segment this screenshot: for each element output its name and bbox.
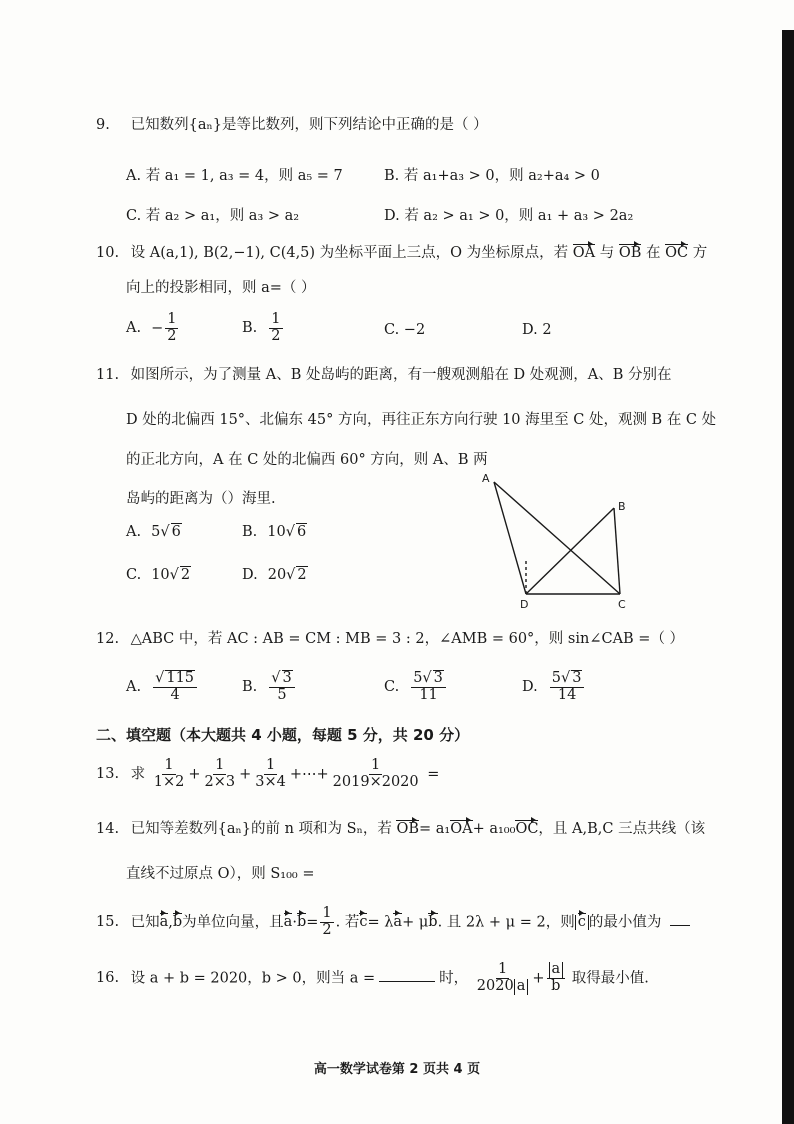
q11-option-b: B. 10√ 6 — [242, 524, 307, 540]
radicand: 3 — [282, 670, 292, 686]
abs-value: a — [514, 979, 529, 995]
coefficient: 20 — [267, 567, 287, 583]
question-16 — [96, 962, 649, 995]
option-label: D. — [522, 678, 538, 695]
q13-prefix: 求 — [130, 766, 146, 783]
vector-a: a — [283, 914, 293, 931]
coefficient: 10 — [151, 567, 170, 583]
coefficient: 5 — [551, 670, 561, 686]
denominator: 3×4 — [255, 773, 286, 790]
option-label: C. — [384, 678, 400, 695]
numerator: 5√ 3 — [411, 670, 446, 688]
vector-oa: OA — [450, 821, 473, 837]
fraction — [269, 312, 282, 345]
fraction — [152, 758, 187, 791]
radicand: 3 — [433, 670, 443, 686]
numerator: 1 — [322, 905, 332, 921]
question-number: 16. — [96, 970, 120, 987]
equals-sign: = — [427, 766, 440, 783]
question-number: 15. — [96, 914, 120, 931]
radicand: 2 — [297, 567, 307, 583]
denominator-coefficient: 2020 — [476, 977, 514, 994]
q10-text: 设 A(a,1), B(2,−1), C(4,5) 为坐标平面上三点，O 为坐标原点，若 — [130, 245, 569, 261]
denominator: 11 — [419, 686, 438, 703]
scan-edge-bar — [782, 30, 794, 1124]
radicand: 2 — [180, 567, 191, 583]
q9-option-a: A. 若 a₁ = 1, a₃ = 4，则 a₅ = 7 — [126, 168, 343, 184]
coefficient: 5 — [413, 670, 423, 686]
numerator: 1 — [271, 311, 281, 327]
q14-text: 已知等差数列{aₙ}的前 n 项和为 Sₙ，若 — [130, 821, 392, 837]
fraction — [165, 312, 178, 345]
vector-oa: OA — [572, 245, 596, 261]
question-number: 9. — [96, 117, 110, 133]
option-label: C. — [126, 567, 142, 583]
numerator — [547, 962, 566, 979]
q15-text: + μ — [402, 914, 429, 931]
q14-line-2: 直线不过原点 O），则 S₁₀₀ = — [126, 866, 315, 882]
q10-option-d: D. 2 — [522, 322, 552, 338]
fraction — [202, 758, 237, 791]
minus-sign: − — [151, 320, 164, 337]
numerator: 1 — [371, 757, 381, 773]
q11-option-a: A. 5√ 6 — [126, 524, 181, 540]
question-15 — [96, 906, 694, 939]
q10-text: 方 — [692, 245, 708, 261]
q11-option-d: D. 20√ 2 — [242, 567, 307, 583]
denominator: 2 — [322, 921, 332, 938]
q11-line-4: 岛屿的距离为（）海里. — [126, 491, 276, 507]
option-label: A. — [126, 678, 142, 695]
q14-text: + a₁₀₀ — [472, 821, 516, 837]
vector-ob: OB — [618, 245, 642, 261]
denominator: 2×3 — [204, 773, 236, 790]
question-11 — [96, 368, 672, 383]
q15-text: . 若 — [335, 914, 360, 931]
denominator: 5 — [277, 686, 287, 703]
option-label: B. — [242, 524, 258, 540]
segment-ad — [494, 482, 526, 594]
answer-blank — [670, 913, 690, 926]
question-9 — [96, 118, 488, 133]
abs-value: a — [549, 962, 564, 978]
question-number: 14. — [96, 821, 120, 837]
q16-text: 取得最小值. — [571, 970, 649, 987]
option-label: A. — [126, 320, 142, 337]
option-label: B. — [242, 678, 258, 695]
page-footer: 高一数学试卷第 2 页共 4 页 — [313, 1062, 481, 1077]
q15-text: 已知 — [130, 914, 160, 931]
vector-b: b — [172, 914, 183, 931]
q15-text: 为单位向量，且 — [182, 914, 284, 931]
fraction — [153, 670, 197, 704]
question-14 — [96, 822, 705, 837]
q12-option-c — [384, 670, 448, 704]
vector-c: c — [577, 914, 586, 931]
q10-option-a — [126, 312, 180, 345]
vector-oc: OC — [665, 245, 689, 261]
q16-text: 时， — [439, 970, 469, 987]
dot-operator: · — [292, 914, 297, 931]
vector-c: c — [359, 914, 368, 931]
fraction — [331, 758, 421, 791]
q9-option-c: C. 若 a₂ > a₁，则 a₃ > a₂ — [126, 208, 300, 224]
q10-option-b — [242, 312, 285, 345]
q9-option-b: B. 若 a₁+a₃ > 0，则 a₂+a₄ > 0 — [384, 168, 600, 184]
denominator: 2019×2020 — [332, 773, 419, 790]
fraction — [550, 670, 585, 704]
q11-line-2: D 处的北偏西 15°、北偏东 45° 方向，再往正东方向行驶 10 海里至 C 处，观测 B 在 C 处 — [126, 412, 717, 428]
coefficient: 10 — [267, 524, 286, 540]
fraction — [411, 670, 446, 704]
coefficient: 5 — [151, 524, 161, 540]
fraction — [269, 670, 294, 704]
segment-bc — [614, 508, 620, 594]
radicand: 115 — [166, 670, 195, 686]
ellipsis: +⋯+ — [289, 766, 329, 783]
q11-text: 如图所示，为了测量 A、B 处岛屿的距离，有一艘观测船在 D 处观测，A、B 分别在 — [130, 367, 672, 383]
q15-text: . 且 2λ + μ = 2，则 — [437, 914, 575, 931]
q15-text: = — [306, 914, 319, 931]
q10-text: 在 — [646, 245, 661, 261]
fraction — [253, 758, 288, 791]
section-heading-fill-in: 二、填空题（本大题共 4 小题，每题 5 分，共 20 分） — [96, 726, 470, 744]
q12-option-d — [522, 670, 586, 704]
denominator — [475, 979, 531, 995]
q15-text: 的最小值为 — [588, 914, 662, 931]
numerator: 5√ 3 — [550, 670, 585, 688]
q11-line-3: 的正北方向，A 在 C 处的北偏西 60° 方向，则 A、B 两 — [126, 452, 488, 468]
abs-value — [575, 915, 589, 930]
denominator: 2 — [167, 327, 177, 344]
q15-text: = λ — [367, 914, 394, 931]
option-label: B. — [242, 320, 258, 337]
denominator: 1×2 — [153, 773, 185, 790]
question-10 — [96, 246, 707, 261]
question-number: 11. — [96, 367, 120, 383]
plus-sign: + — [532, 970, 545, 987]
vector-oc: OC — [515, 821, 539, 837]
question-stem: 已知数列{aₙ}是等比数列，则下列结论中正确的是（ ） — [130, 117, 488, 133]
q11-geometry-figure — [470, 470, 640, 615]
fraction — [475, 962, 531, 995]
segment-db — [526, 508, 614, 594]
point-label-b: B — [618, 500, 626, 513]
q12-option-a — [126, 670, 199, 704]
vector-b: b — [428, 914, 438, 931]
segment-ac — [494, 482, 620, 594]
point-label-c: C — [618, 598, 626, 611]
question-13: 13. 求 $\frac{1}{1\times 2}$ + $\frac{1}{2\times 3}$ + $\frac{1}{3\times 4}$ +⋯+ $\frac{1}{2019\times 2020}$ = — [96, 757, 440, 790]
denominator: b — [551, 977, 561, 994]
q11-option-c: C. 10√ 2 — [126, 567, 191, 583]
option-label: D. — [242, 567, 258, 583]
fraction — [320, 906, 333, 939]
denominator: 14 — [557, 686, 577, 703]
fraction — [547, 962, 566, 995]
vector-ob: OB — [396, 821, 420, 837]
numerator: 1 — [215, 757, 225, 773]
q9-option-d: D. 若 a₂ > a₁ > 0，则 a₁ + a₃ > 2a₂ — [384, 208, 634, 224]
radicand: 6 — [171, 524, 181, 540]
radicand: 3 — [572, 670, 582, 686]
point-label-a: A — [482, 472, 490, 485]
question-number: 12. — [96, 631, 120, 647]
question-12 — [96, 632, 684, 647]
q10-text: 与 — [599, 245, 615, 261]
denominator: 4 — [170, 686, 180, 703]
option-label: A. — [126, 524, 142, 540]
radicand: 6 — [296, 524, 307, 540]
question-number: 10. — [96, 245, 120, 261]
q14-text: = a₁ — [419, 821, 451, 837]
answer-blank — [379, 969, 435, 982]
q10-option-c: C. −2 — [384, 322, 426, 338]
numerator: 1 — [265, 757, 276, 773]
vector-a: a — [159, 914, 169, 931]
q14-text: ，且 A,B,C 三点共线（该 — [538, 821, 706, 837]
question-number: 13. — [96, 766, 120, 783]
numerator: 1 — [167, 311, 177, 327]
numerator: 1 — [497, 961, 508, 977]
vector-b: b — [296, 914, 307, 931]
denominator: 2 — [271, 327, 281, 344]
q12-option-b — [242, 670, 297, 704]
numerator: √ 3 — [269, 670, 294, 688]
numerator: 1 — [164, 757, 174, 773]
q16-text: 设 a + b = 2020，b > 0，则当 a = — [130, 970, 376, 987]
point-label-d: D — [520, 598, 529, 611]
q15-text: , — [168, 914, 173, 931]
question-stem: △ABC 中，若 AC : AB = CM : MB = 3 : 2，∠AMB = 60°，则 sin∠CAB =（ ） — [130, 631, 685, 647]
q10-line-2: 向上的投影相同，则 a=（ ） — [126, 280, 316, 296]
numerator: √ 115 — [153, 670, 197, 688]
vector-a: a — [393, 914, 403, 931]
